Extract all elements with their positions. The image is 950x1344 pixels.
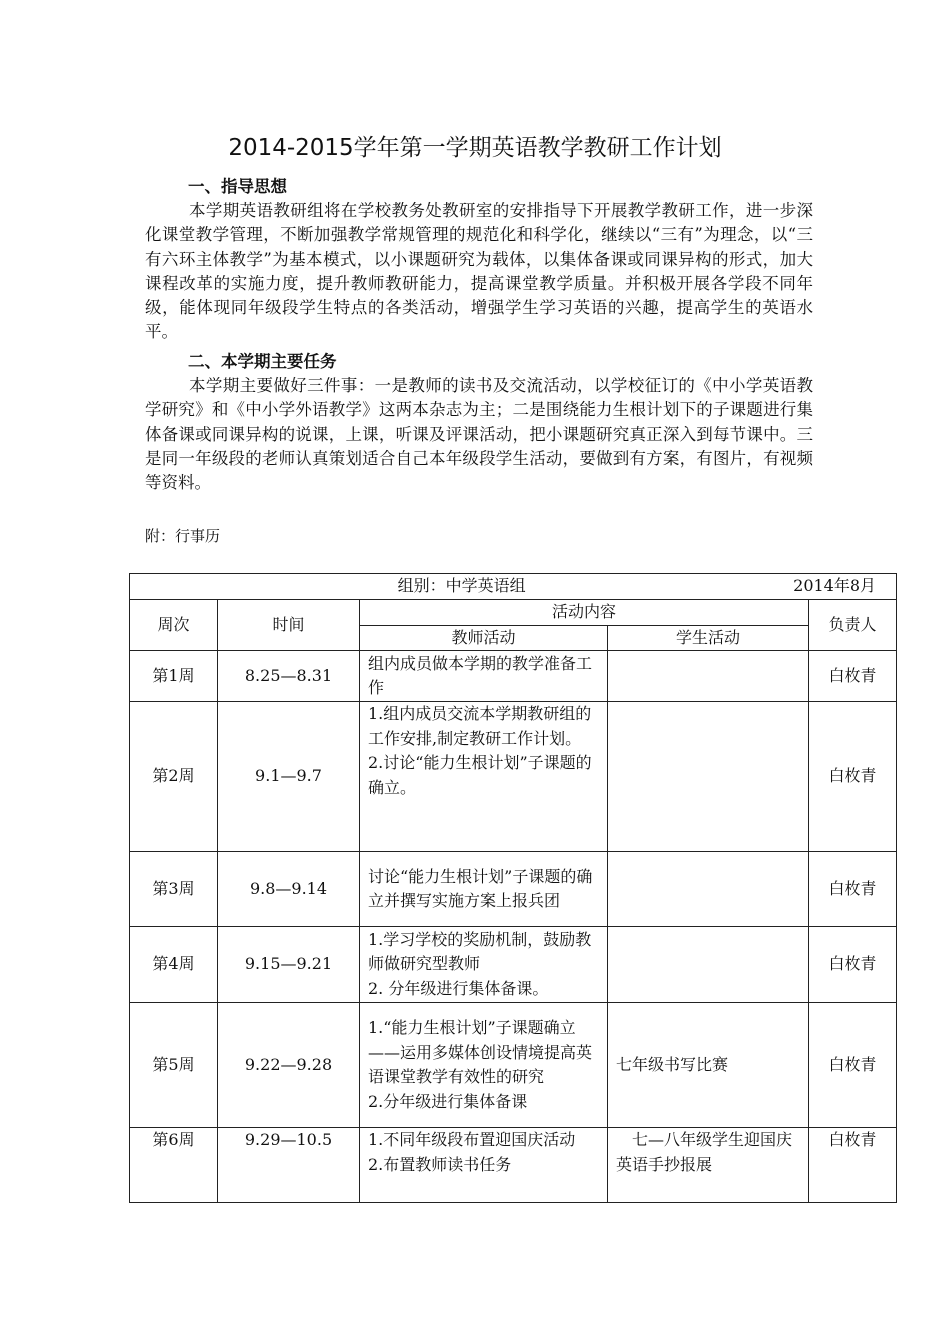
cell-week: 第6周 — [130, 1128, 218, 1203]
activity-line: 2.讨论“能力生根计划”子课题的确立。 — [368, 753, 592, 797]
cell-owner: 白枚青 — [809, 651, 897, 702]
header-week: 周次 — [130, 600, 218, 651]
cell-time: 9.8—9.14 — [218, 852, 360, 927]
cell-time: 9.1—9.7 — [218, 702, 360, 852]
cell-teacher-activity — [360, 1128, 608, 1203]
cell-student-activity — [608, 702, 809, 852]
cell-owner: 白枚青 — [809, 852, 897, 927]
paragraph-text: 本学期英语教研组将在学校教务处教研室的安排指导下开展教学教研工作，进一步深化课堂教学管理，不断加强教学常规管理的规范化和科学化，继续以“三有”为理念，以“三有六环主体教学”为基本模式，以小课题研究为载体，以集体备课或同课异构的形式，加大课程改革的实施力度，提升教师教研能力，提高课堂教学质量。并积极开展各学段不同年级，能体现同年级段学生特点的各类活动，增强学生学习英语的兴趣，提高学生的英语水平。 — [145, 201, 813, 342]
section-heading-guiding-thought: 一、指导思想 — [188, 177, 287, 196]
table-row — [130, 927, 897, 1003]
activity-line: 2.布置教师读书任务 — [368, 1154, 512, 1174]
cell-owner: 白枚青 — [809, 702, 897, 852]
header-row — [130, 600, 897, 626]
table-row — [130, 1003, 897, 1128]
activity-line: 1.组内成员交流本学期教研组的工作安排,制定教研工作计划。 — [368, 704, 592, 748]
table-row — [130, 852, 897, 927]
cell-week: 第5周 — [130, 1003, 218, 1128]
header-student: 学生活动 — [608, 625, 809, 651]
group-label: 组别：中学英语组 — [397, 576, 526, 596]
table-row — [130, 1128, 897, 1203]
cell-week: 第4周 — [130, 927, 218, 1003]
header-activity: 活动内容 — [360, 600, 809, 626]
cell-student-activity — [608, 927, 809, 1003]
cell-teacher-activity — [360, 651, 608, 702]
activity-line: 1.“能力生根计划”子课题确立——运用多媒体创设情境提高英语课堂教学有效性的研究 — [368, 1018, 593, 1086]
activity-line: 1.不同年级段布置迎国庆活动 — [368, 1130, 576, 1149]
table-row — [130, 702, 897, 852]
cell-teacher-activity — [360, 927, 608, 1003]
cell-time: 9.15—9.21 — [218, 927, 360, 1003]
document-title: 2014-2015学年第一学期英语教学教研工作计划 — [228, 135, 722, 161]
table-caption-row — [130, 574, 897, 600]
header-owner: 负责人 — [809, 600, 897, 651]
activity-line: 讨论“能力生根计划”子课题的确立并撰写实施方案上报兵团 — [368, 866, 593, 910]
cell-time: 9.22—9.28 — [218, 1003, 360, 1128]
activity-line: 1.学习学校的奖励机制，鼓励教师做研究型教师 — [368, 929, 592, 974]
cell-time: 8.25—8.31 — [218, 651, 360, 702]
section-body-guiding-thought — [145, 199, 813, 345]
cell-owner: 白枚青 — [809, 927, 897, 1003]
appendix-note: 附：行事历 — [145, 527, 221, 545]
cell-week: 第2周 — [130, 702, 218, 852]
table-caption-cell — [130, 574, 897, 600]
section-heading-main-tasks: 二、本学期主要任务 — [188, 352, 337, 371]
cell-student-activity: 七—八年级学生迎国庆英语手抄报展 — [608, 1128, 809, 1203]
cell-student-activity: 七年级书写比赛 — [608, 1003, 809, 1128]
cell-owner: 白枚青 — [809, 1003, 897, 1128]
cell-week: 第1周 — [130, 651, 218, 702]
activity-line: 2. 分年级进行集体备课。 — [368, 978, 549, 998]
schedule-table — [129, 573, 897, 1203]
cell-teacher-activity — [360, 702, 608, 852]
table-row — [130, 651, 897, 702]
cell-student-activity — [608, 852, 809, 927]
table-date: 2014年8月 — [793, 576, 877, 596]
cell-teacher-activity — [360, 852, 608, 927]
section-body-main-tasks — [145, 374, 813, 495]
activity-line: 2.分年级进行集体备课 — [368, 1091, 528, 1111]
cell-week: 第3周 — [130, 852, 218, 927]
cell-teacher-activity — [360, 1003, 608, 1128]
header-teacher: 教师活动 — [360, 625, 608, 651]
cell-student-activity — [608, 651, 809, 702]
header-time: 时间 — [218, 600, 360, 651]
activity-line: 组内成员做本学期的教学准备工作 — [368, 653, 593, 697]
cell-time: 9.29—10.5 — [218, 1128, 360, 1203]
cell-owner: 白枚青 — [809, 1128, 897, 1203]
paragraph-text: 本学期主要做好三件事：一是教师的读书及交流活动，以学校征订的《中小学英语教学研究》和《中小学外语教学》这两本杂志为主；二是围绕能力生根计划下的子课题进行集体备课或同课异构的说课，上课，听课及评课活动，把小课题研究真正深入到每节课中。三是同一年级段的老师认真策划适合自己本年级段学生活动，要做到有方案，有图片，有视频等资料。 — [145, 376, 813, 493]
